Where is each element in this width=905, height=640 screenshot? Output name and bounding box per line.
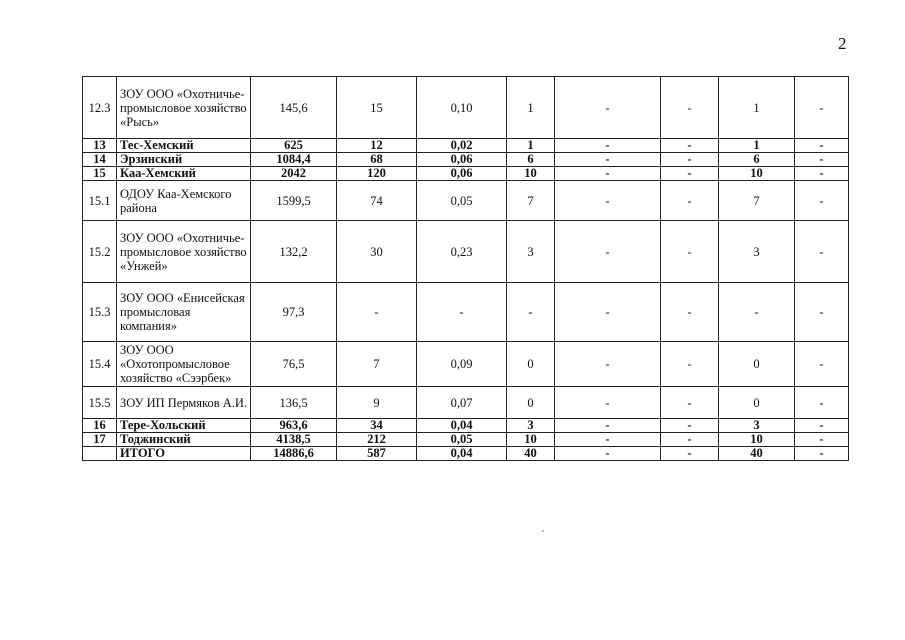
value-cell-c2: 212 bbox=[337, 433, 417, 447]
value-cell-c5: - bbox=[555, 387, 661, 419]
value-cell-c4: 1 bbox=[507, 139, 555, 153]
data-table bbox=[82, 76, 849, 461]
value-cell-c8: - bbox=[795, 181, 849, 221]
value-cell-c7: 0 bbox=[719, 342, 795, 387]
value-cell-c7: 1 bbox=[719, 139, 795, 153]
row-name-cell: Тере-Хольский bbox=[117, 419, 251, 433]
value-cell-c1: 963,6 bbox=[251, 419, 337, 433]
value-cell-c3: - bbox=[417, 283, 507, 342]
value-cell-c4: - bbox=[507, 283, 555, 342]
row-name-cell: Эрзинский bbox=[117, 153, 251, 167]
value-cell-c8: - bbox=[795, 283, 849, 342]
value-cell-c3: 0,10 bbox=[417, 77, 507, 139]
table-row bbox=[83, 77, 849, 139]
value-cell-c8: - bbox=[795, 447, 849, 461]
row-number-cell: 15.5 bbox=[83, 387, 117, 419]
value-cell-c5: - bbox=[555, 283, 661, 342]
value-cell-c1: 2042 bbox=[251, 167, 337, 181]
value-cell-c6: - bbox=[661, 433, 719, 447]
table-row bbox=[83, 139, 849, 153]
value-cell-c4: 3 bbox=[507, 419, 555, 433]
value-cell-c4: 7 bbox=[507, 181, 555, 221]
table-row bbox=[83, 167, 849, 181]
value-cell-c2: 12 bbox=[337, 139, 417, 153]
value-cell-c4: 3 bbox=[507, 221, 555, 283]
value-cell-c4: 10 bbox=[507, 167, 555, 181]
value-cell-c2: 9 bbox=[337, 387, 417, 419]
table-row bbox=[83, 387, 849, 419]
row-name-cell: ЗОУ ИП Пермяков А.И. bbox=[117, 387, 251, 419]
value-cell-c2: 7 bbox=[337, 342, 417, 387]
value-cell-c2: 30 bbox=[337, 221, 417, 283]
row-name-cell: Тес-Хемский bbox=[117, 139, 251, 153]
value-cell-c6: - bbox=[661, 419, 719, 433]
value-cell-c5: - bbox=[555, 167, 661, 181]
value-cell-c3: 0,09 bbox=[417, 342, 507, 387]
row-number-cell: 15.3 bbox=[83, 283, 117, 342]
value-cell-c7: - bbox=[719, 283, 795, 342]
row-number-cell: 13 bbox=[83, 139, 117, 153]
value-cell-c6: - bbox=[661, 342, 719, 387]
value-cell-c3: 0,04 bbox=[417, 419, 507, 433]
value-cell-c3: 0,02 bbox=[417, 139, 507, 153]
value-cell-c7: 10 bbox=[719, 167, 795, 181]
value-cell-c6: - bbox=[661, 167, 719, 181]
value-cell-c1: 145,6 bbox=[251, 77, 337, 139]
value-cell-c8: - bbox=[795, 153, 849, 167]
value-cell-c3: 0,23 bbox=[417, 221, 507, 283]
value-cell-c6: - bbox=[661, 387, 719, 419]
value-cell-c4: 10 bbox=[507, 433, 555, 447]
row-name-cell: ЗОУ ООО «Охотничье-промысловое хозяйство «Рысь» bbox=[117, 77, 251, 139]
table-row bbox=[83, 433, 849, 447]
value-cell-c4: 1 bbox=[507, 77, 555, 139]
value-cell-c7: 10 bbox=[719, 433, 795, 447]
row-name-cell: ЗОУ ООО «Охотничье-промысловое хозяйство «Унжей» bbox=[117, 221, 251, 283]
value-cell-c5: - bbox=[555, 153, 661, 167]
row-name-cell: Тоджинский bbox=[117, 433, 251, 447]
row-number-cell: 15.2 bbox=[83, 221, 117, 283]
value-cell-c7: 3 bbox=[719, 221, 795, 283]
value-cell-c1: 14886,6 bbox=[251, 447, 337, 461]
value-cell-c1: 1599,5 bbox=[251, 181, 337, 221]
value-cell-c4: 40 bbox=[507, 447, 555, 461]
row-number-cell: 17 bbox=[83, 433, 117, 447]
value-cell-c5: - bbox=[555, 342, 661, 387]
table-row bbox=[83, 283, 849, 342]
value-cell-c4: 0 bbox=[507, 387, 555, 419]
value-cell-c6: - bbox=[661, 221, 719, 283]
value-cell-c7: 6 bbox=[719, 153, 795, 167]
value-cell-c8: - bbox=[795, 221, 849, 283]
value-cell-c2: 34 bbox=[337, 419, 417, 433]
value-cell-c8: - bbox=[795, 77, 849, 139]
value-cell-c6: - bbox=[661, 181, 719, 221]
value-cell-c2: 120 bbox=[337, 167, 417, 181]
value-cell-c7: 3 bbox=[719, 419, 795, 433]
value-cell-c2: 74 bbox=[337, 181, 417, 221]
value-cell-c2: 68 bbox=[337, 153, 417, 167]
value-cell-c2: 15 bbox=[337, 77, 417, 139]
value-cell-c7: 40 bbox=[719, 447, 795, 461]
value-cell-c7: 1 bbox=[719, 77, 795, 139]
value-cell-c1: 132,2 bbox=[251, 221, 337, 283]
value-cell-c3: 0,05 bbox=[417, 433, 507, 447]
value-cell-c3: 0,06 bbox=[417, 153, 507, 167]
table-row bbox=[83, 153, 849, 167]
stray-mark: , bbox=[542, 524, 544, 533]
value-cell-c4: 6 bbox=[507, 153, 555, 167]
table-row bbox=[83, 419, 849, 433]
row-number-cell: 14 bbox=[83, 153, 117, 167]
value-cell-c5: - bbox=[555, 447, 661, 461]
table-row bbox=[83, 221, 849, 283]
value-cell-c3: 0,06 bbox=[417, 167, 507, 181]
value-cell-c6: - bbox=[661, 139, 719, 153]
value-cell-c3: 0,07 bbox=[417, 387, 507, 419]
value-cell-c7: 7 bbox=[719, 181, 795, 221]
value-cell-c6: - bbox=[661, 153, 719, 167]
value-cell-c7: 0 bbox=[719, 387, 795, 419]
value-cell-c8: - bbox=[795, 387, 849, 419]
row-number-cell: 12.3 bbox=[83, 77, 117, 139]
row-number-cell: 15.4 bbox=[83, 342, 117, 387]
row-number-cell: 15 bbox=[83, 167, 117, 181]
value-cell-c5: - bbox=[555, 181, 661, 221]
value-cell-c8: - bbox=[795, 419, 849, 433]
table-row bbox=[83, 181, 849, 221]
value-cell-c8: - bbox=[795, 342, 849, 387]
value-cell-c8: - bbox=[795, 433, 849, 447]
value-cell-c1: 76,5 bbox=[251, 342, 337, 387]
value-cell-c4: 0 bbox=[507, 342, 555, 387]
value-cell-c1: 97,3 bbox=[251, 283, 337, 342]
row-number-cell bbox=[83, 447, 117, 461]
table-row bbox=[83, 447, 849, 461]
row-name-cell: ЗОУ ООО «Охотопромысловое хозяйство «Сээрбек» bbox=[117, 342, 251, 387]
value-cell-c6: - bbox=[661, 283, 719, 342]
row-name-cell: Каа-Хемский bbox=[117, 167, 251, 181]
value-cell-c1: 1084,4 bbox=[251, 153, 337, 167]
value-cell-c8: - bbox=[795, 139, 849, 153]
row-number-cell: 15.1 bbox=[83, 181, 117, 221]
page-number: 2 bbox=[838, 34, 847, 53]
value-cell-c5: - bbox=[555, 221, 661, 283]
value-cell-c5: - bbox=[555, 419, 661, 433]
row-number-cell: 16 bbox=[83, 419, 117, 433]
value-cell-c1: 136,5 bbox=[251, 387, 337, 419]
value-cell-c3: 0,05 bbox=[417, 181, 507, 221]
value-cell-c5: - bbox=[555, 433, 661, 447]
row-name-cell: ЗОУ ООО «Енисейская промысловая компания» bbox=[117, 283, 251, 342]
value-cell-c1: 4138,5 bbox=[251, 433, 337, 447]
row-name-cell: ИТОГО bbox=[117, 447, 251, 461]
value-cell-c1: 625 bbox=[251, 139, 337, 153]
value-cell-c5: - bbox=[555, 139, 661, 153]
value-cell-c6: - bbox=[661, 447, 719, 461]
table-row bbox=[83, 342, 849, 387]
value-cell-c2: - bbox=[337, 283, 417, 342]
value-cell-c8: - bbox=[795, 167, 849, 181]
value-cell-c2: 587 bbox=[337, 447, 417, 461]
value-cell-c6: - bbox=[661, 77, 719, 139]
value-cell-c5: - bbox=[555, 77, 661, 139]
row-name-cell: ОДОУ Каа-Хемского района bbox=[117, 181, 251, 221]
value-cell-c3: 0,04 bbox=[417, 447, 507, 461]
